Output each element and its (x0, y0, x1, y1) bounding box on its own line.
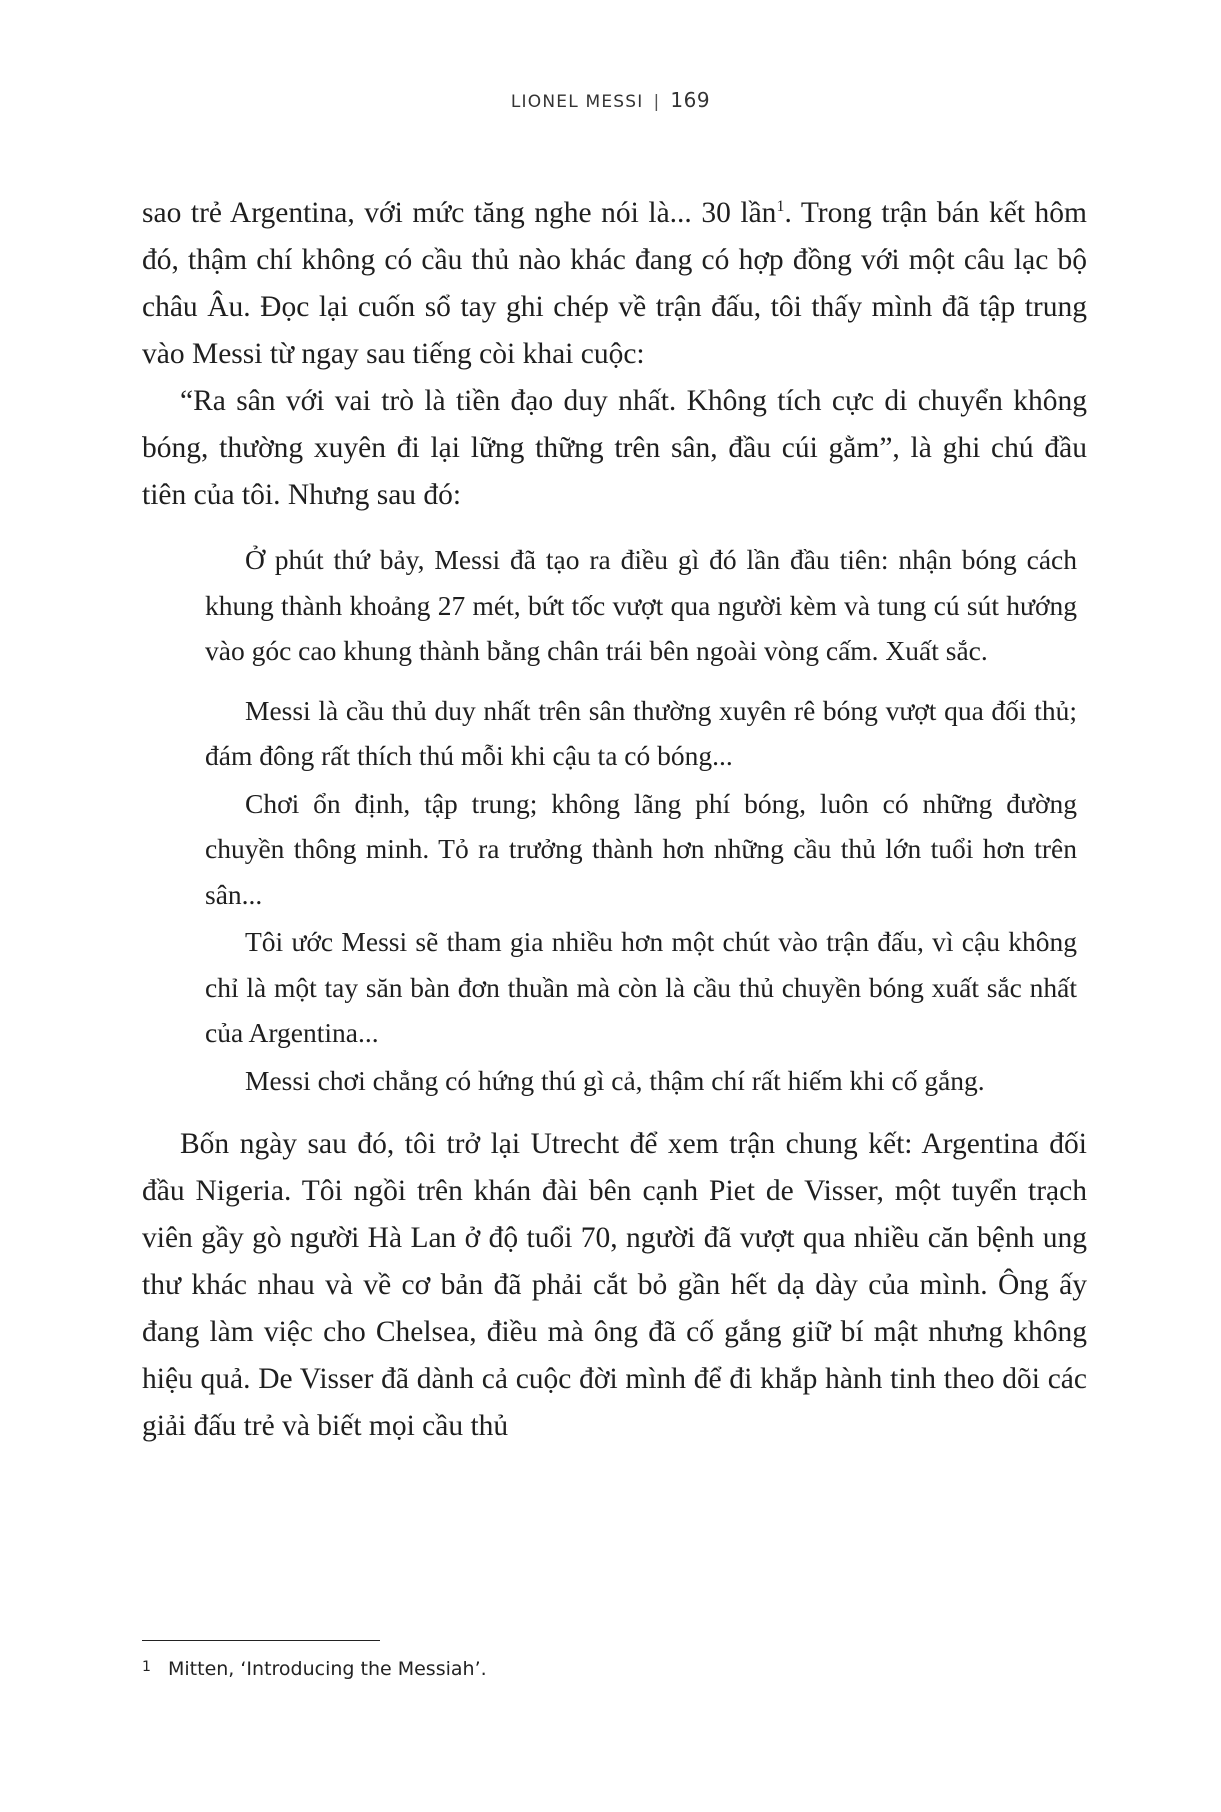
page-number: 169 (670, 88, 711, 112)
running-head (0, 88, 1221, 112)
block-quote (142, 537, 1087, 1103)
running-head-title: LIONEL MESSI (510, 92, 644, 112)
footnote-reference: 1 (776, 198, 785, 216)
quote-paragraph-1: Ở phút thứ bảy, Messi đã tạo ra điều gì đó lần đầu tiên: nhận bóng cách khung thành khoảng 27 mét, bứt tốc vượt qua người kèm và tung cú sút hướng vào góc cao khung thành bằng chân trái bên ngoài vòng cấm. Xuất sắc. (205, 544, 1077, 666)
paragraph-1 (142, 190, 1087, 378)
paragraph-3: Bốn ngày sau đó, tôi trở lại Utrecht để xem trận chung kết: Argentina đối đầu Nigeria. Tôi ngồi trên khán đài bên cạnh Piet de Visser, một tuyển trạch viên gầy gò người Hà Lan ở độ tuổi 70, người đã vượt qua nhiều căn bệnh ung thư khác nhau và về cơ bản đã phải cắt bỏ gần hết dạ dày của mình. Ông ấy đang làm việc cho Chelsea, điều mà ông đã cố gắng giữ bí mật nhưng không hiệu quả. De Visser đã dành cả cuộc đời mình để đi khắp hành tinh theo dõi các giải đấu trẻ và biết mọi cầu thủ (142, 1128, 1087, 1442)
quote-paragraph-3: Chơi ổn định, tập trung; không lãng phí bóng, luôn có những đường chuyền thông minh. Tỏ ra trưởng thành hơn những cầu thủ lớn tuổi hơn trên sân... (205, 787, 1077, 910)
footnote (142, 1658, 1042, 1680)
running-head-separator: | (653, 92, 661, 112)
paragraph-1-text-a: sao trẻ Argentina, với mức tăng nghe nói là... 30 lần (142, 197, 777, 229)
footnote-divider (142, 1640, 380, 1641)
paragraph-2: “Ra sân với vai trò là tiền đạo duy nhất. Không tích cực di chuyển không bóng, thường xuyên đi lại lững thững trên sân, đầu cúi gằm”, là ghi chú đầu tiên của tôi. Nhưng sau đó: (142, 385, 1087, 511)
footnote-number: 1 (142, 1659, 151, 1675)
quote-paragraph-5: Messi chơi chẳng có hứng thú gì cả, thậm chí rất hiếm khi cố gắng. (245, 1064, 985, 1096)
body-text (142, 190, 1087, 1450)
quote-paragraph-4: Tôi ước Messi sẽ tham gia nhiều hơn một chút vào trận đấu, vì cậu không chỉ là một tay săn bàn đơn thuần mà còn là cầu thủ chuyền bóng xuất sắc nhất của Argentina... (205, 926, 1077, 1048)
quote-paragraph-2: Messi là cầu thủ duy nhất trên sân thường xuyên rê bóng vượt qua đối thủ; đám đông rất thích thú mỗi khi cậu ta có bóng... (205, 694, 1077, 771)
footnote-text: Mitten, ‘Introducing the Messiah’. (168, 1658, 487, 1680)
paragraph-1-text-b: . Trong trận bán kết hôm đó, thậm chí không có cầu thủ nào khác đang có hợp đồng với một câu lạc bộ châu Âu. Đọc lại cuốn sổ tay ghi chép về trận đấu, tôi thấy mình đã tập trung vào Messi từ ngay sau tiếng còi khai cuộc: (142, 197, 1088, 370)
